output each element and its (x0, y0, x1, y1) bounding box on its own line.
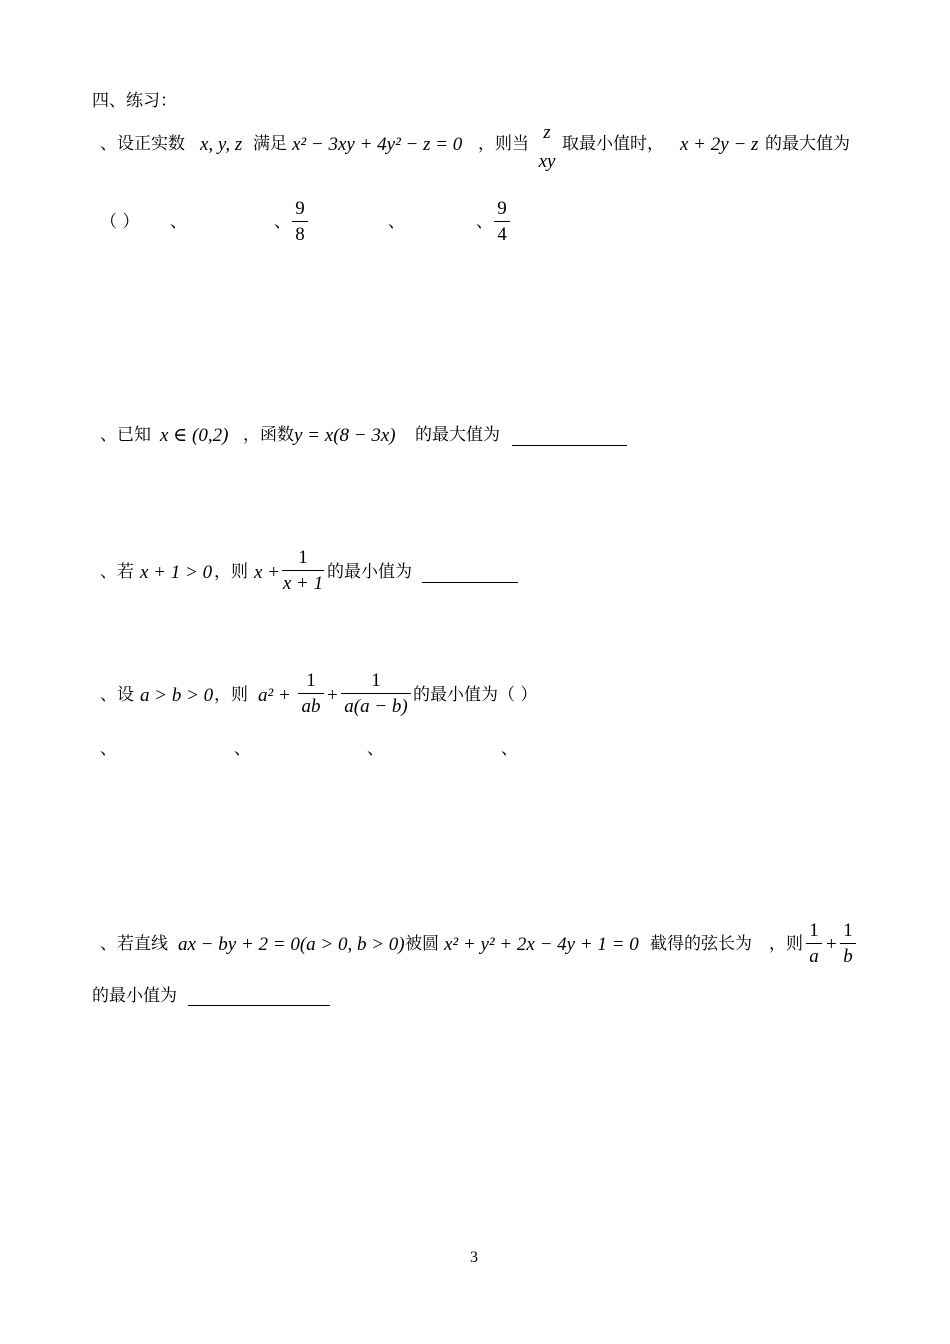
q1-ask-text: 的最大值为 (765, 134, 850, 154)
q1-lead: 、设正实数 (100, 134, 185, 154)
q1-option-a: 、 (170, 212, 187, 232)
q3-then-text: ，则 (214, 562, 248, 582)
q2-lead: 、已知 (100, 425, 151, 445)
q5-circle-text: 被圆 (405, 934, 439, 954)
q1-answer-paren: （ ） (100, 212, 140, 232)
q4-fraction-2 (341, 671, 411, 716)
q4-fraction-1 (298, 671, 324, 716)
q5-circle: x² + y² + 2x − 4y + 1 = 0 (444, 934, 639, 955)
q1-option-b: 、 (274, 212, 291, 232)
q4-cond: a > b > 0 (140, 685, 214, 706)
q1-frac-num: z (543, 122, 551, 143)
q3-ask-text: 的最小值为 (327, 562, 412, 582)
q1-opt-d-den: 4 (497, 224, 507, 245)
q4-frac2-num: 1 (371, 670, 381, 691)
q3-cond: x + 1 > 0 (140, 562, 213, 583)
q5-ask-text: 的最小值为 (92, 986, 177, 1006)
q1-then-text: ，则当 (478, 134, 529, 154)
q4-option-d: 、 (501, 739, 518, 759)
q4-ask-text: 的最小值为（ ） (413, 685, 538, 705)
q4-frac1-num: 1 (306, 670, 316, 691)
fraction-bar (341, 693, 411, 694)
q4-option-a: 、 (100, 739, 117, 759)
fraction-bar (840, 943, 856, 944)
q2-ask-text: 的最大值为 (415, 425, 500, 445)
q4-lead: 、设 (100, 685, 134, 705)
q3-frac-num: 1 (298, 547, 308, 568)
page-number: 3 (470, 1249, 478, 1266)
q4-plus: + (327, 685, 338, 706)
q5-fraction-2 (840, 921, 856, 966)
q1-option-c: 、 (388, 212, 405, 232)
q5-frac1-den: a (809, 946, 819, 967)
q5-line: ax − by + 2 = 0(a > 0, b > 0) (178, 934, 405, 955)
q4-option-c: 、 (367, 739, 384, 759)
q1-option-b-fraction (292, 199, 308, 244)
q5-frac2-num: 1 (843, 920, 853, 941)
q5-chord-text: 截得的弦长为 ，则 (650, 934, 803, 954)
q4-frac1-den: ab (301, 696, 321, 717)
q2-answer-blank[interactable] (512, 445, 627, 446)
q2-func: y = x(8 − 3x) (294, 425, 396, 446)
q5-answer-blank[interactable] (188, 1005, 330, 1006)
q1-opt-b-den: 8 (295, 224, 305, 245)
section-title: 四、练习： (92, 91, 177, 111)
q1-equation: x² − 3xy + 4y² − z = 0 (292, 134, 463, 155)
q4-then-text: ，则 (214, 685, 248, 705)
q1-frac-den: xy (538, 151, 556, 172)
q5-fraction-1 (806, 921, 822, 966)
fraction-bar (292, 221, 308, 222)
q3-frac-den: x + 1 (282, 573, 324, 594)
fraction-bar (494, 221, 510, 222)
q4-frac2-den: a(a − b) (344, 696, 408, 717)
q2-func-text: ，函数 (243, 425, 294, 445)
q5-lead: 、若直线 (100, 934, 168, 954)
q4-expr: a² + (258, 685, 291, 706)
fraction-bar (282, 570, 324, 571)
q2-domain: x ∈ (0,2) (160, 425, 229, 446)
q1-opt-d-num: 9 (497, 198, 507, 219)
q5-frac2-den: b (843, 946, 853, 967)
q5-frac1-num: 1 (809, 920, 819, 941)
q1-when-text: 取最小值时， (562, 134, 664, 154)
q1-target: x + 2y − z (680, 134, 759, 155)
q1-vars: x, y, z (200, 134, 243, 155)
q3-answer-blank[interactable] (422, 582, 518, 583)
q1-cond-text: 满足 (253, 134, 287, 154)
q1-opt-b-num: 9 (295, 198, 305, 219)
q1-option-d: 、 (476, 212, 493, 232)
q5-plus: + (826, 934, 837, 955)
q1-fraction (534, 123, 560, 171)
fraction-bar (806, 943, 822, 944)
q1-option-d-fraction (494, 199, 510, 244)
q4-option-b: 、 (234, 739, 251, 759)
q3-fraction (282, 548, 324, 593)
q3-expr: x + (254, 562, 281, 583)
fraction-bar (298, 693, 324, 694)
q3-lead: 、若 (100, 562, 134, 582)
